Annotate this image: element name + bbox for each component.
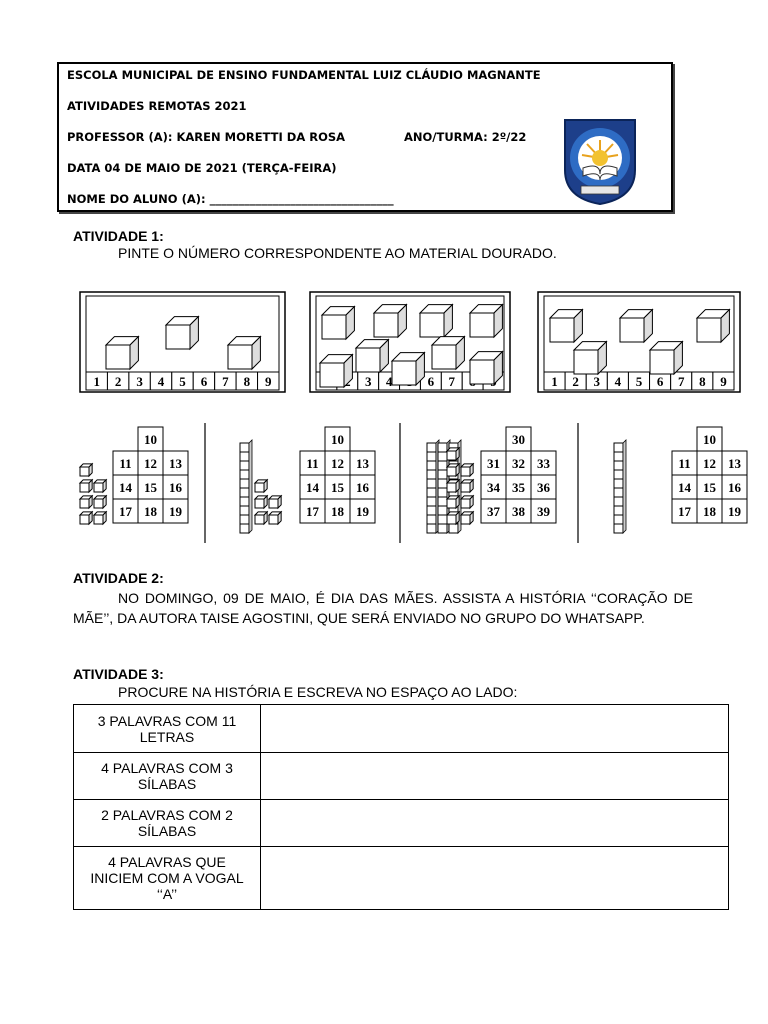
unit-cube	[228, 337, 260, 369]
unit-cube	[470, 352, 502, 384]
number-label: 6	[656, 374, 664, 389]
unit-cube	[461, 496, 473, 508]
grid-number: 16	[356, 480, 369, 495]
grid-number: 17	[678, 504, 691, 519]
grid-number: 32	[512, 456, 525, 471]
grid-number: 19	[169, 504, 182, 519]
number-label: 2	[114, 374, 122, 389]
unit-cube	[322, 307, 354, 339]
grid-number: 37	[487, 504, 500, 519]
remote-activities: ATIVIDADES REMOTAS 2021	[67, 99, 247, 113]
school-logo	[557, 110, 643, 206]
grid-number: 11	[678, 456, 691, 471]
grid-number: 10	[331, 432, 344, 447]
grid-number: 14	[119, 480, 132, 495]
grid-number: 11	[119, 456, 132, 471]
unit-cube	[392, 353, 424, 385]
ten-rod	[240, 440, 252, 533]
header-box	[57, 62, 673, 212]
grid-number: 13	[356, 456, 369, 471]
unit-cube	[374, 305, 406, 337]
unit-cube	[461, 480, 473, 492]
number-label: 8	[243, 374, 251, 389]
grid-number: 19	[356, 504, 369, 519]
grid-number: 15	[703, 480, 716, 495]
unit-cube	[255, 512, 267, 524]
grid-number: 19	[728, 504, 741, 519]
panel-1	[80, 292, 285, 392]
number-label: 6	[427, 374, 435, 389]
answer-cell[interactable]	[261, 847, 729, 910]
grid-number: 33	[537, 456, 550, 471]
grid-number: 18	[144, 504, 157, 519]
unit-cube	[255, 480, 267, 492]
number-label: 3	[364, 374, 372, 389]
grid-number: 10	[144, 432, 157, 447]
grid-4	[614, 427, 747, 533]
unit-cube	[420, 305, 452, 337]
unit-cube	[94, 496, 106, 508]
grid-number: 35	[512, 480, 525, 495]
unit-cube	[80, 480, 92, 492]
unit-cube	[447, 480, 459, 492]
panel-2	[310, 292, 510, 392]
number-label: 9	[265, 374, 272, 389]
grid-number: 16	[728, 480, 741, 495]
school-name: ESCOLA MUNICIPAL DE ENSINO FUNDAMENTAL LUIZ CLÁUDIO MAGNANTE	[67, 68, 541, 82]
unit-cube	[461, 464, 473, 476]
date-line: DATA 04 DE MAIO DE 2021 (TERÇA-FEIRA)	[67, 161, 337, 175]
grid-2	[240, 427, 375, 533]
unit-cube	[461, 512, 473, 524]
grid-number: 13	[728, 456, 741, 471]
unit-cube	[80, 464, 92, 476]
activity1-title: ATIVIDADE 1:	[73, 228, 164, 244]
grid-1	[80, 427, 188, 524]
row-label: 3 PALAVRAS COM 11 LETRAS	[74, 705, 261, 753]
words-table	[73, 704, 729, 910]
grid-number: 15	[331, 480, 344, 495]
unit-cube	[94, 512, 106, 524]
number-label: 7	[222, 374, 229, 389]
unit-cube	[269, 512, 281, 524]
number-label: 3	[593, 374, 601, 389]
number-label: 5	[179, 374, 186, 389]
activity3-title: ATIVIDADE 3:	[73, 666, 164, 682]
grid-number: 15	[144, 480, 157, 495]
row-label: 2 PALAVRAS COM 2 SÍLABAS	[74, 800, 261, 847]
material-dourado-panels	[0, 280, 768, 410]
number-label: 7	[448, 374, 456, 389]
student-name-field[interactable]: NOME DO ALUNO (A): ________________________________	[67, 192, 394, 206]
number-label: 3	[136, 374, 143, 389]
number-label: 6	[200, 374, 208, 389]
unit-cube	[432, 337, 464, 369]
activity1-instruction: PINTE O NÚMERO CORRESPONDENTE AO MATERIAL DOURADO.	[118, 245, 557, 261]
activity2-title: ATIVIDADE 2:	[73, 570, 164, 586]
grid-number: 16	[169, 480, 182, 495]
number-label: 2	[572, 374, 579, 389]
grid-number: 13	[169, 456, 182, 471]
number-label: 7	[677, 374, 685, 389]
unit-cube	[550, 310, 582, 342]
unit-cube	[447, 464, 459, 476]
grid-number: 30	[512, 432, 525, 447]
table-row	[74, 847, 729, 910]
grid-number: 39	[537, 504, 550, 519]
unit-cube	[447, 496, 459, 508]
answer-cell[interactable]	[261, 705, 729, 753]
unit-cube	[650, 342, 682, 374]
grid-number: 10	[703, 432, 716, 447]
grid-number: 17	[306, 504, 319, 519]
class-info: ANO/TURMA: 2º/22	[404, 130, 527, 144]
grid-number: 36	[537, 480, 550, 495]
grid-number: 31	[487, 456, 500, 471]
row-label: 4 PALAVRAS COM 3 SÍLABAS	[74, 753, 261, 800]
unit-cube	[697, 310, 729, 342]
table-row	[74, 800, 729, 847]
grid-number: 34	[487, 480, 500, 495]
grid-number: 18	[703, 504, 716, 519]
grid-number: 11	[306, 456, 319, 471]
panel-3	[538, 292, 740, 392]
unit-cube	[269, 496, 281, 508]
activity2-body: NO DOMINGO, 09 DE MAIO, É DIA DAS MÃES. ASSISTA A HISTÓRIA ‘‘CORAÇÃO DE MÃE’’, DA AUTORA TAISE AGOSTINI, QUE SERÁ ENVIADO NO GRUPO DO WHATSAPP.	[73, 590, 693, 626]
unit-cube	[356, 340, 388, 372]
unit-cube	[106, 337, 138, 369]
grid-number: 17	[119, 504, 132, 519]
ten-rod	[614, 440, 626, 533]
table-row	[74, 753, 729, 800]
unit-cube	[80, 496, 92, 508]
number-label: 9	[720, 374, 727, 389]
unit-cube	[620, 310, 652, 342]
unit-cube	[320, 355, 352, 387]
number-label: 4	[385, 374, 393, 389]
answer-cell[interactable]	[261, 800, 729, 847]
grid-number: 14	[678, 480, 691, 495]
number-grids	[0, 415, 768, 555]
grid-3	[427, 427, 556, 533]
activity3-instruction: PROCURE NA HISTÓRIA E ESCREVA NO ESPAÇO AO LADO:	[118, 684, 518, 700]
number-label: 4	[614, 374, 622, 389]
ten-rod	[427, 440, 439, 533]
row-label: 4 PALAVRAS QUE INICIEM COM A VOGAL ‘‘A’’	[74, 847, 261, 910]
unit-cube	[574, 342, 606, 374]
number-label: 4	[157, 374, 165, 389]
grid-number: 18	[331, 504, 344, 519]
answer-cell[interactable]	[261, 753, 729, 800]
unit-cube	[470, 305, 502, 337]
unit-cube	[80, 512, 92, 524]
number-label: 8	[699, 374, 706, 389]
table-row	[74, 705, 729, 753]
number-label: 5	[635, 374, 643, 389]
unit-cube	[94, 480, 106, 492]
activity2-text	[73, 588, 693, 628]
teacher-name: PROFESSOR (A): KAREN MORETTI DA ROSA	[67, 130, 346, 144]
grid-number: 12	[703, 456, 716, 471]
number-label: 1	[551, 374, 558, 389]
grid-number: 12	[331, 456, 344, 471]
unit-cube	[255, 496, 267, 508]
number-label: 1	[93, 374, 100, 389]
grid-number: 38	[512, 504, 525, 519]
grid-number: 12	[144, 456, 157, 471]
unit-cube	[447, 512, 459, 524]
grid-number: 14	[306, 480, 319, 495]
unit-cube	[166, 317, 198, 349]
unit-cube	[447, 448, 459, 460]
